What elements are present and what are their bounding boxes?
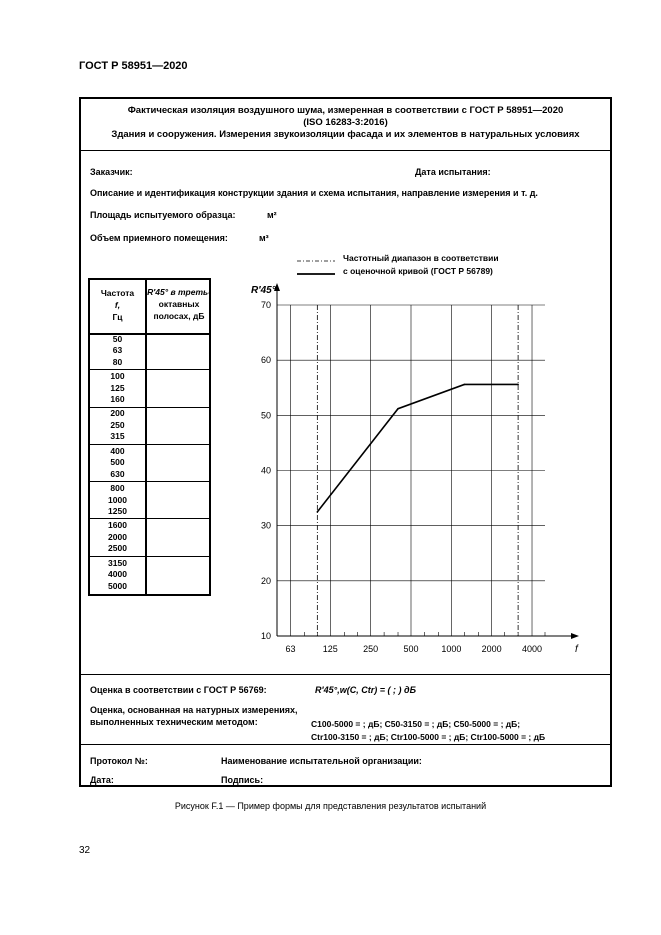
table-row-group (90, 333, 209, 370)
sample-area-label: Площадь испытуемого образца: (90, 210, 236, 220)
reference-curve-point (317, 511, 319, 513)
chart (240, 278, 585, 663)
x-tick-label: 500 (403, 644, 419, 654)
x-axis-arrow (571, 633, 579, 639)
room-volume-label: Объем приемного помещения: (90, 233, 228, 243)
field-rating-line-1: Оценка, основанная на натурных измерениях, (90, 705, 298, 715)
table-row-group (90, 519, 209, 556)
reference-curve-point (517, 384, 519, 386)
frequency-values (90, 483, 145, 518)
date-label: Дата: (90, 775, 114, 785)
table-row-group (90, 370, 209, 407)
divider (81, 674, 610, 675)
y-tick-label: 70 (260, 300, 271, 310)
frequency-value: 125 (110, 382, 125, 393)
frequency-value: 315 (110, 431, 125, 442)
frequency-values (90, 558, 145, 593)
y-tick-label: 10 (260, 631, 271, 641)
frequency-value: 500 (110, 457, 125, 468)
frequency-value: 100 (110, 371, 125, 382)
customer-label: Заказчик: (90, 167, 133, 177)
header-text: f, (114, 300, 121, 310)
header-text: R′45° в треть- (147, 287, 211, 297)
frequency-value: 200 (110, 408, 125, 419)
table-row-group (90, 557, 209, 593)
header-text: октавных (158, 299, 200, 309)
frequency-table (88, 278, 211, 596)
rating-formula: R′45°,w(C, Ctr) = ( ; ) дБ (315, 685, 416, 695)
title-line-2: (ISO 16283-3:2016) (303, 117, 388, 128)
frequency-value: 800 (110, 483, 125, 494)
legend-dashed-label: Частотный диапазон в соответствии (343, 253, 499, 263)
frequency-value: 80 (112, 356, 123, 367)
frequency-values (90, 446, 145, 481)
signature-label: Подпись: (221, 775, 264, 785)
x-tick-label: 1000 (441, 644, 462, 654)
x-tick-label: 250 (363, 644, 379, 654)
frequency-value: 2000 (108, 531, 127, 542)
y-tick-label: 60 (260, 355, 271, 366)
frequency-value: 3150 (108, 557, 127, 568)
y-axis-label: R′45° (251, 285, 276, 296)
title-line-3: Здания и сооружения. Измерения звукоизоляции фасада и их элементов в натуральных условиях (111, 129, 580, 140)
table-row-group (90, 482, 209, 519)
frequency-value: 250 (110, 419, 125, 430)
y-tick-label: 20 (260, 575, 271, 586)
frequency-value: 400 (110, 445, 125, 456)
frequency-header (90, 287, 145, 323)
page-header: ГОСТ Р 58951—2020 (79, 60, 188, 72)
reference-curve-line (317, 384, 518, 511)
y-tick-label: 30 (260, 520, 271, 531)
x-tick-label: 125 (322, 644, 338, 654)
frequency-value: 63 (112, 345, 123, 356)
protocol-label: Протокол №: (90, 756, 148, 766)
title-line-1: Фактическая изоляция воздушного шума, измеренная в соответствии с ГОСТ Р 58951—2020 (127, 105, 564, 116)
level-header (147, 286, 211, 322)
y-tick-label: 50 (260, 410, 271, 421)
test-date-label: Дата испытания: (415, 167, 491, 177)
organization-label: Наименование испытательной организации: (221, 756, 422, 766)
y-tick-label: 40 (260, 465, 271, 476)
divider (81, 744, 610, 745)
frequency-value: 4000 (108, 569, 127, 580)
frequency-values (90, 408, 145, 443)
frequency-value: 1250 (108, 506, 127, 517)
frequency-values (90, 334, 145, 369)
frequency-values (90, 520, 145, 555)
frequency-value: 1000 (108, 494, 127, 505)
rating-label: Оценка в соответствии с ГОСТ Р 56769: (90, 685, 267, 695)
header-text: полосах, дБ (153, 311, 205, 321)
header-text: Частота (100, 288, 135, 298)
frequency-value: 630 (110, 468, 125, 479)
x-axis-label: f (575, 644, 578, 655)
room-volume-unit: м³ (259, 233, 269, 243)
table-row-group (90, 445, 209, 482)
frequency-values (90, 371, 145, 406)
field-terms-row-2: Ctr100-3150 = ; дБ; Ctr100-5000 = ; дБ; Ctr100-5000 = ; дБ (311, 732, 546, 742)
frequency-value: 1600 (108, 520, 127, 531)
figure-caption: Рисунок F.1 — Пример формы для представления результатов испытаний (174, 801, 487, 811)
reference-curve-point (397, 408, 399, 410)
page-number: 32 (79, 845, 91, 856)
table-header (90, 280, 209, 335)
table-row-group (90, 408, 209, 445)
frequency-value: 50 (112, 333, 123, 344)
frequency-value: 5000 (108, 580, 127, 591)
sample-area-unit: м² (267, 210, 277, 220)
divider (81, 150, 610, 151)
field-terms-row-1: C100-5000 = ; дБ; C50-3150 = ; дБ; C50-5000 = ; дБ; (311, 719, 521, 729)
x-tick-label: 63 (285, 644, 296, 654)
form-title (81, 105, 610, 141)
header-text: Гц (112, 312, 123, 322)
x-tick-label: 4000 (521, 644, 543, 654)
legend-solid-label: с оценочной кривой (ГОСТ Р 56789) (343, 266, 493, 276)
x-tick-label: 2000 (481, 644, 502, 654)
field-rating-line-2: выполненных техническим методом: (90, 717, 258, 727)
description-label: Описание и идентификация конструкции здания и схема испытания, направление измерения и т. д. (90, 188, 538, 198)
frequency-value: 2500 (108, 543, 127, 554)
reference-curve-point (464, 384, 466, 386)
frequency-value: 160 (110, 394, 125, 405)
